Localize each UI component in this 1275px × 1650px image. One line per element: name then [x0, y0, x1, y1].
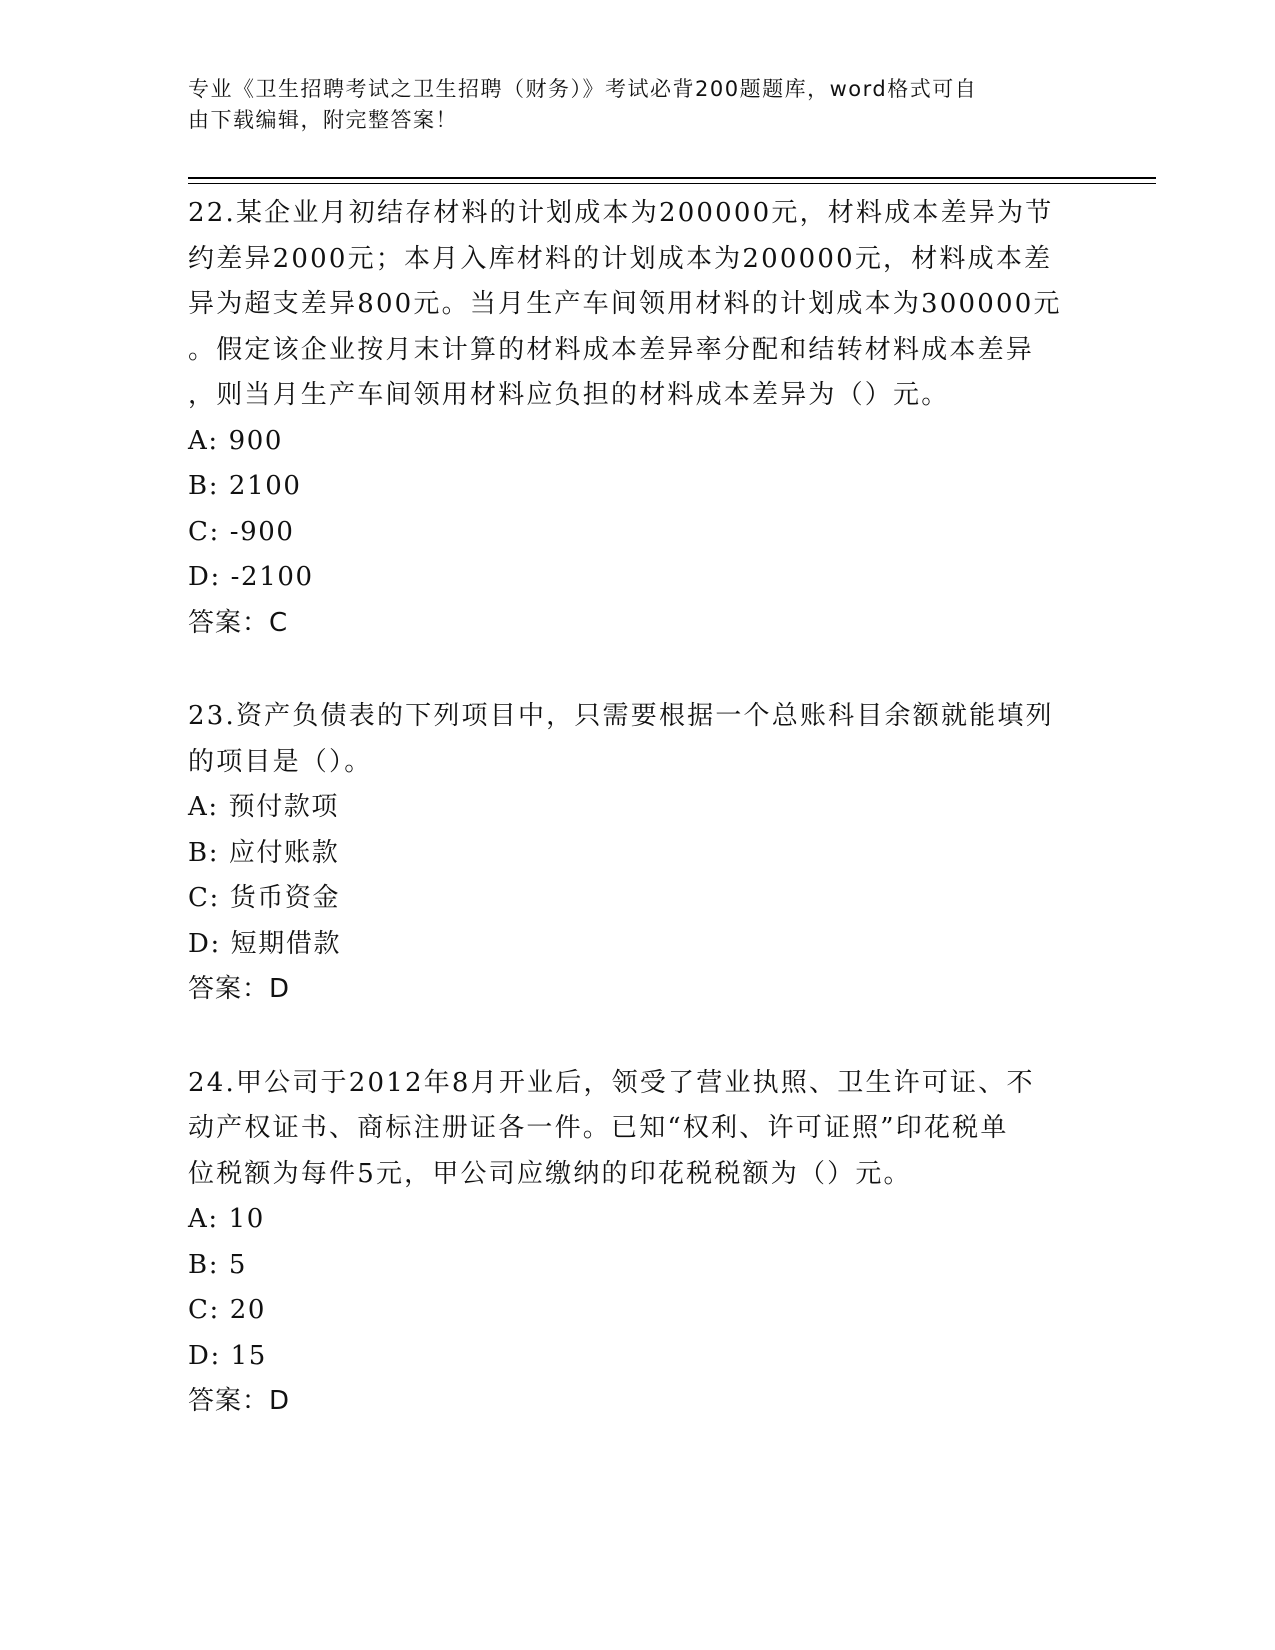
option-b: B: 5: [188, 1249, 248, 1280]
stem-line: 22.某企业月初结存材料的计划成本为200000元，材料成本差异为节: [188, 198, 1054, 228]
option-b: B: 2100: [188, 471, 302, 501]
stem-line: 位税额为每件5元，甲公司应缴纳的印花税税额为（）元。: [188, 1158, 912, 1189]
stem-line: 。假定该企业按月末计算的材料成本差异率分配和结转材料成本差异: [188, 334, 1035, 365]
answer-label: 答案：D: [188, 1386, 291, 1416]
header-line: 专业《卫生招聘考试之卫生招聘（财务）》考试必背200题题库，word格式可自: [188, 77, 978, 101]
option-d: D: 15: [188, 1340, 267, 1371]
answer-label: 答案：D: [188, 974, 291, 1004]
stem-line: 23.资产负债表的下列项目中，只需要根据一个总账科目余额就能填列: [188, 701, 1054, 731]
stem-line: 动产权证书、商标注册证各一件。已知“权利、许可证照”印花税单: [188, 1113, 1009, 1143]
stem-line: ，则当月生产车间领用材料应负担的材料成本差异为（）元。: [188, 380, 950, 410]
option-a: A: 900: [188, 425, 284, 456]
question-item: [188, 694, 1088, 1013]
option-list: [188, 1197, 1088, 1379]
option-a: A: 预付款项: [188, 792, 340, 822]
question-stem: [188, 694, 1088, 785]
header-line: 由下载编辑，附完整答案！: [188, 108, 458, 132]
stem-line: 24.甲公司于2012年8月开业后，领受了营业执照、卫生许可证、不: [188, 1067, 1035, 1098]
question-item: [188, 191, 1088, 646]
option-d: D: -2100: [188, 562, 314, 592]
stem-line: 的项目是（）。: [188, 746, 373, 777]
option-c: C: -900: [188, 516, 295, 547]
option-b: B: 应付账款: [188, 837, 340, 868]
stem-line: 约差异2000元；本月入库材料的计划成本为200000元，材料成本差: [188, 243, 1053, 274]
header-divider: [188, 183, 1156, 184]
question-stem: [188, 191, 1088, 419]
option-list: [188, 785, 1088, 967]
header-divider: [188, 177, 1156, 179]
option-d: D: 短期借款: [188, 928, 342, 959]
question-stem: [188, 1061, 1088, 1198]
option-list: [188, 419, 1088, 601]
stem-line: 异为超支差异800元。当月生产车间领用材料的计划成本为300000元: [188, 289, 1062, 319]
question-list: [188, 191, 1088, 1473]
option-c: C: 20: [188, 1295, 267, 1325]
option-a: A: 10: [188, 1204, 265, 1234]
document-header: [188, 74, 1068, 136]
question-item: [188, 1061, 1088, 1425]
answer-label: 答案：C: [188, 607, 289, 638]
option-c: C: 货币资金: [188, 883, 341, 913]
